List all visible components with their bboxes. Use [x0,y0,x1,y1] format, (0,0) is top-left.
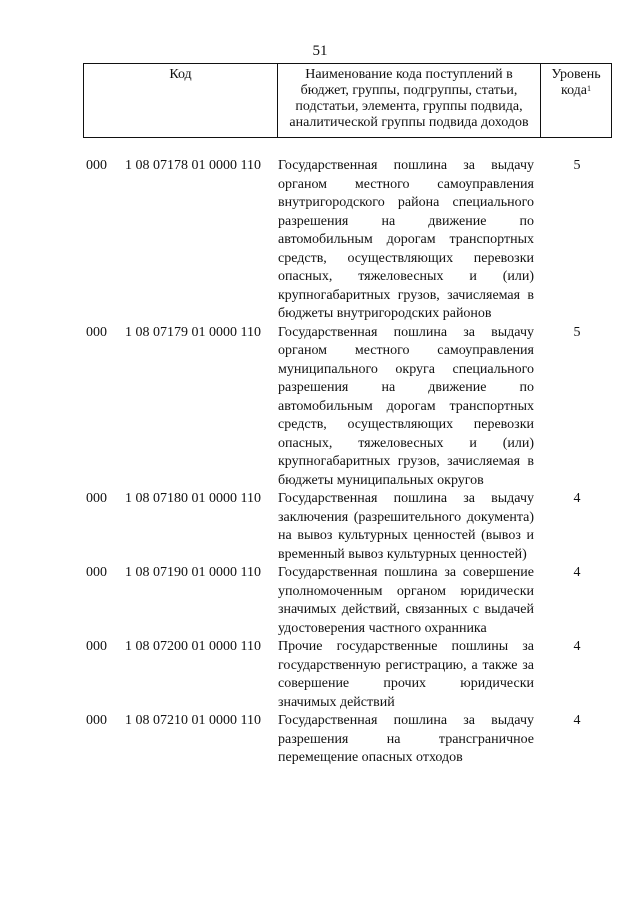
row-code: 1 08 07179 01 0000 110 [125,324,261,340]
row-level: 4 [573,491,581,506]
row-level: 4 [573,713,581,728]
header-level-label: Уровень кода [551,67,601,98]
table-row [83,490,610,564]
row-level: 4 [573,639,581,654]
row-admin-code: 000 [86,565,107,580]
row-level: 4 [573,565,581,580]
row-code: 1 08 07210 01 0000 110 [125,713,261,728]
table-row [83,638,610,712]
row-level: 5 [573,324,581,340]
row-level: 5 [573,158,581,173]
header-level-footnote: 1 [587,84,592,93]
row-name: Прочие государственные пошлины за государственную регистрацию, а также за совершение прочих юридически значимых действий [278,639,534,710]
row-name: Государственная пошлина за выдачу заключения (разрешительного документа) на вывоз культурных ценностей (вывоз и временный вывоз культурных ценностей) [278,491,534,562]
row-name: Государственная пошлина за выдачу органом местного самоуправления муниципального округа специального разрешения на движение по автомобильным дорогам транспортных средств, осуществляющих перевозки опасных, тяжеловесных и (или) крупногабаритных грузов, зачисляемая в бюджеты муниципальных округов [278,324,534,488]
row-code: 1 08 07180 01 0000 110 [125,491,261,506]
table-row [83,324,610,491]
row-name: Государственная пошлина за выдачу разрешения на трансграничное перемещение опасных отходов [278,713,534,765]
row-admin-code: 000 [86,158,107,173]
row-admin-code: 000 [86,713,107,728]
table-body [83,157,610,768]
row-admin-code: 000 [86,324,107,340]
header-code: Код [84,64,278,137]
table-row [83,712,610,768]
row-code: 1 08 07178 01 0000 110 [125,158,261,173]
header-level [541,64,611,137]
table-row [83,157,610,324]
header-name: Наименование кода поступлений в бюджет, группы, подгруппы, статьи, подстатьи, элемента, группы подвида, аналитической группы подвида доходов [278,64,541,137]
row-name: Государственная пошлина за выдачу органом местного самоуправления внутригородского района специального разрешения на движение по автомобильным дорогам транспортных средств, осуществляющих перевозки опасных, тяжеловесных и (или) крупногабаритных грузов, зачисляемая в бюджеты внутригородских районов [278,158,534,321]
table-row [83,564,610,638]
row-name: Государственная пошлина за совершение уполномоченным органом юридически значимых действий, связанных с выдачей удостоверения частного охранника [278,565,534,636]
row-admin-code: 000 [86,639,107,654]
row-admin-code: 000 [86,491,107,506]
page-number: 51 [312,43,328,59]
table-header [83,63,612,138]
row-code: 1 08 07190 01 0000 110 [125,565,261,580]
row-code: 1 08 07200 01 0000 110 [125,639,261,654]
